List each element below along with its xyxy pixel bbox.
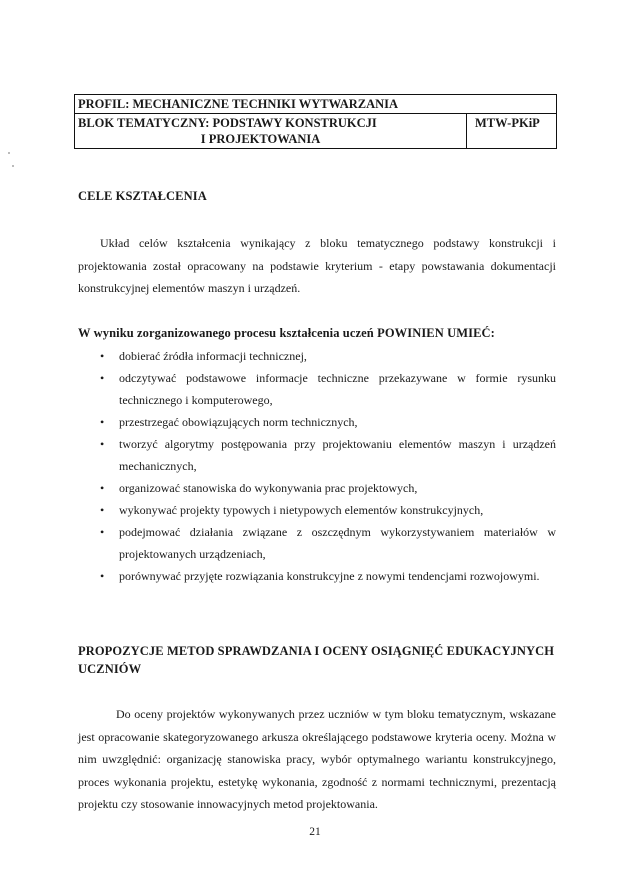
goals-paragraph [78, 232, 556, 300]
scan-speck [8, 152, 10, 154]
skills-heading: W wyniku zorganizowanego procesu kształcenia uczeń POWINIEN UMIEĆ: [78, 326, 495, 340]
page-number: 21 [309, 826, 321, 838]
bullet-icon: • [100, 525, 105, 539]
list-item [78, 499, 556, 521]
block-title-line2: I PROJEKTOWANIA [200, 132, 321, 146]
bullet-icon: • [100, 481, 105, 495]
bullet-icon: • [100, 371, 105, 385]
scan-speck [12, 165, 14, 167]
block-cell [75, 114, 467, 149]
list-item-text: porównywać przyjęte rozwiązania konstrukcyjne z nowymi tendencjami rozwojowymi. [119, 569, 540, 583]
list-item-text: tworzyć algorytmy postępowania przy projektowaniu elementów maszyn i urządzeń mechanicznych, [119, 437, 556, 473]
list-item-text: podejmować działania związane z oszczędnym wykorzystywaniem materiałów w projektowanych urządzeniach, [119, 525, 556, 561]
bullet-icon: • [100, 415, 105, 429]
block-row [75, 114, 557, 149]
profile-row [75, 95, 557, 114]
bullet-icon: • [100, 503, 105, 517]
bullet-icon: • [100, 569, 105, 583]
skills-list [78, 345, 556, 587]
bullet-icon: • [100, 437, 105, 451]
bullet-icon: • [100, 349, 105, 363]
header-table [74, 94, 557, 149]
list-item-text: przestrzegać obowiązujących norm technicznych, [119, 415, 358, 429]
block-title-line1: BLOK TEMATYCZNY: PODSTAWY KONSTRUKCJI [78, 116, 377, 130]
list-item [78, 367, 556, 411]
list-item [78, 477, 556, 499]
list-item-text: wykonywać projekty typowych i nietypowych elementów konstrukcyjnych, [119, 503, 484, 517]
list-item [78, 345, 556, 367]
list-item [78, 565, 556, 587]
profile-cell: PROFIL: MECHANICZNE TECHNIKI WYTWARZANIA [75, 95, 557, 114]
goals-paragraph-text: Układ celów kształcenia wynikający z bloku tematycznego podstawy konstrukcji i projektowania został opracowany na podstawie kryterium - etapy powstawania dokumentacji konstrukcyjnej elementów maszyn i urządzeń. [78, 236, 556, 295]
assessment-heading: PROPOZYCJE METOD SPRAWDZANIA I OCENY OSIĄGNIĘĆ EDUKACYJNYCH UCZNIÓW [78, 644, 555, 676]
block-code-cell: MTW-PKiP [467, 114, 557, 149]
assessment-paragraph [78, 703, 556, 816]
list-item [78, 521, 556, 565]
list-item-text: organizować stanowiska do wykonywania prac projektowych, [119, 481, 418, 495]
list-item [78, 433, 556, 477]
list-item [78, 411, 556, 433]
list-item-text: odczytywać podstawowe informacje techniczne przekazywane w formie rysunku technicznego i komputerowego, [119, 371, 556, 407]
goals-heading: CELE KSZTAŁCENIA [78, 189, 207, 203]
list-item-text: dobierać źródła informacji technicznej, [119, 349, 307, 363]
assessment-paragraph-text: Do oceny projektów wykonywanych przez uczniów w tym bloku tematycznym, wskazane jest opracowanie skategoryzowanego arkusza określającego podstawowe kryteria oceny. Można w nim uwzględnić: organizację stanowiska pracy, wybór optymalnego wariantu konstrukcyjnego, proces wykonania projektu, estetykę wykonania, zgodność z normami technicznymi, prezentacją projektu czy stosowanie innowacyjnych metod projektowania. [78, 707, 556, 811]
